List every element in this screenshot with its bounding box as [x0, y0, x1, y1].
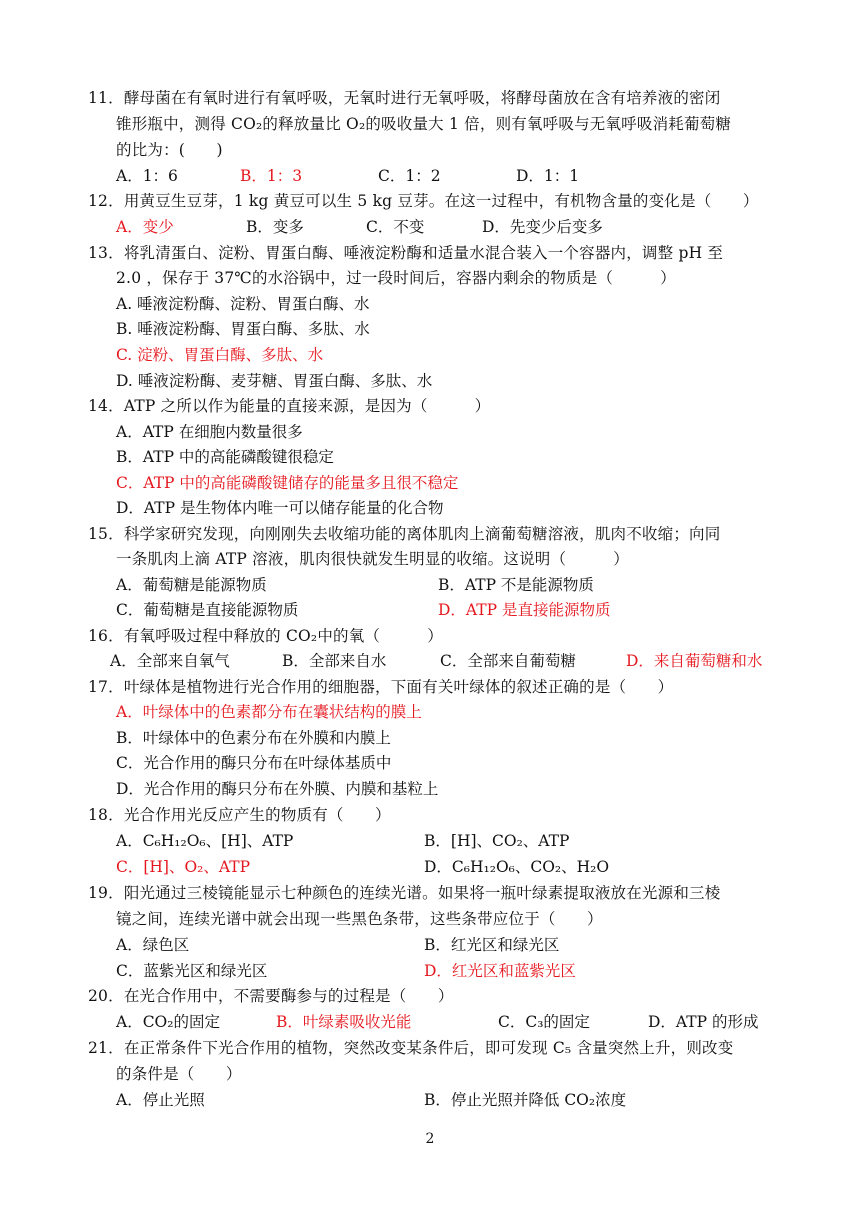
- q16-option-d: D．来自葡萄糖和水: [626, 652, 763, 670]
- q17-option-d: D．光合作用的酶只分布在外膜、内膜和基粒上: [116, 780, 439, 798]
- q18-option-d: D．C₆H₁₂O₆、CO₂、H₂O: [424, 858, 610, 876]
- q21-option-b: B．停止光照并降低 CO₂浓度: [424, 1091, 627, 1109]
- q14-option-a: A．ATP 在细胞内数量很多: [116, 423, 303, 441]
- q11-line1: 11．酵母菌在有氧时进行有氧呼吸，无氧时进行无氧呼吸，将酵母菌放在含有培养液的密闭: [88, 89, 721, 107]
- q13-option-d: D. 唾液淀粉酶、麦芽糖、胃蛋白酶、多肽、水: [116, 372, 433, 390]
- q18-option-a: A．C₆H₁₂O₆、[H]、ATP: [116, 832, 294, 850]
- q20-option-c: C．C₃的固定: [498, 1013, 590, 1031]
- q15-option-b: B．ATP 不是能源物质: [438, 576, 594, 594]
- q18-option-c: C．[H]、O₂、ATP: [116, 858, 251, 876]
- q11-option-c: C．1：2: [378, 167, 441, 185]
- q16-option-b: B．全部来自水: [282, 652, 387, 670]
- q20-line1: 20．在光合作用中，不需要酶参与的过程是（ ）: [88, 987, 454, 1005]
- q15-option-c: C．葡萄糖是直接能源物质: [116, 601, 299, 619]
- q11-option-b: B．1：3: [240, 167, 303, 185]
- q20-option-b: B．叶绿素吸收光能: [276, 1013, 412, 1031]
- q19-option-a: A．绿色区: [116, 936, 190, 954]
- q19-option-d: D．红光区和蓝紫光区: [424, 962, 576, 980]
- q12-option-a: A．变少: [116, 218, 174, 236]
- q20-option-d: D．ATP 的形成: [648, 1013, 759, 1031]
- q17-option-b: B．叶绿体中的色素分布在外膜和内膜上: [116, 729, 391, 747]
- q16-option-c: C．全部来自葡萄糖: [440, 652, 576, 670]
- q11-line3: 的比为：( ): [116, 141, 223, 159]
- q19-line1: 19．阳光通过三棱镜能显示七种颜色的连续光谱。如果将一瓶叶绿素提取液放在光源和三棱: [88, 884, 721, 902]
- q19-option-c: C．蓝紫光区和绿光区: [116, 962, 268, 980]
- q21-option-a: A．停止光照: [116, 1091, 205, 1109]
- q13-option-b: B. 唾液淀粉酶、胃蛋白酶、多肽、水: [116, 320, 370, 338]
- q14-option-b: B．ATP 中的高能磷酸键很稳定: [116, 448, 334, 466]
- q11-option-a: A．1：6: [116, 167, 178, 185]
- q12-option-b: B．变多: [246, 218, 304, 236]
- q12-line1: 12．用黄豆生豆芽，1 kg 黄豆可以生 5 kg 豆芽。在这一过程中，有机物含量的变化是（ ）: [88, 192, 759, 210]
- q17-option-c: C．光合作用的酶只分布在叶绿体基质中: [116, 754, 392, 772]
- q15-option-d: D．ATP 是直接能源物质: [438, 601, 611, 619]
- q20-option-a: A．CO₂的固定: [116, 1013, 220, 1031]
- q12-option-c: C．不变: [366, 218, 425, 236]
- q11-line2: 锥形瓶中，测得 CO₂的释放量比 O₂的吸收量大 1 倍，则有氧呼吸与无氧呼吸消耗葡萄糖: [116, 115, 732, 133]
- q13-line1: 13．将乳清蛋白、淀粉、胃蛋白酶、唾液淀粉酶和适量水混合装入一个容器内，调整 pH 至: [88, 244, 724, 262]
- q13-line2: 2.0 ，保存于 37℃的水浴锅中，过一段时间后，容器内剩余的物质是（ ）: [116, 269, 676, 287]
- q17-line1: 17．叶绿体是植物进行光合作用的细胞器，下面有关叶绿体的叙述正确的是（ ）: [88, 678, 674, 696]
- q15-option-a: A．葡萄糖是能源物质: [116, 576, 267, 594]
- q16-line1: 16．有氧呼吸过程中释放的 CO₂中的氧（ ）: [88, 627, 443, 645]
- q19-line2: 镜之间，连续光谱中就会出现一些黑色条带，这些条带应位于（ ）: [116, 910, 603, 928]
- q15-line1: 15．科学家研究发现，向刚刚失去收缩功能的离体肌肉上滴葡萄糖溶液，肌肉不收缩；向同: [88, 525, 721, 543]
- q21-line2: 的条件是（ ）: [116, 1065, 242, 1083]
- q19-option-b: B．红光区和绿光区: [424, 936, 560, 954]
- q14-line1: 14．ATP 之所以作为能量的直接来源，是因为（ ）: [88, 397, 491, 415]
- q13-option-a: A. 唾液淀粉酶、淀粉、胃蛋白酶、水: [116, 295, 370, 313]
- q12-option-d: D．先变少后变多: [482, 218, 603, 236]
- q11-option-d: D．1：1: [516, 167, 580, 185]
- q13-option-c: C. 淀粉、胃蛋白酶、多肽、水: [116, 346, 324, 364]
- q15-line2: 一条肌肉上滴 ATP 溶液，肌肉很快就发生明显的收缩。这说明（ ）: [116, 550, 629, 568]
- q21-line1: 21．在正常条件下光合作用的植物，突然改变某条件后，即可发现 C₅ 含量突然上升，则改变: [88, 1039, 734, 1057]
- q18-line1: 18．光合作用光反应产生的物质有（ ）: [88, 806, 391, 824]
- q14-option-c: C．ATP 中的高能磷酸键储存的能量多且很不稳定: [116, 474, 459, 492]
- q18-option-b: B．[H]、CO₂、ATP: [424, 832, 570, 850]
- q17-option-a: A．叶绿体中的色素都分布在囊状结构的膜上: [116, 703, 422, 721]
- q14-option-d: D．ATP 是生物体内唯一可以储存能量的化合物: [116, 499, 444, 517]
- q16-option-a: A．全部来自氧气: [110, 652, 230, 670]
- page-number: 2: [425, 1131, 435, 1147]
